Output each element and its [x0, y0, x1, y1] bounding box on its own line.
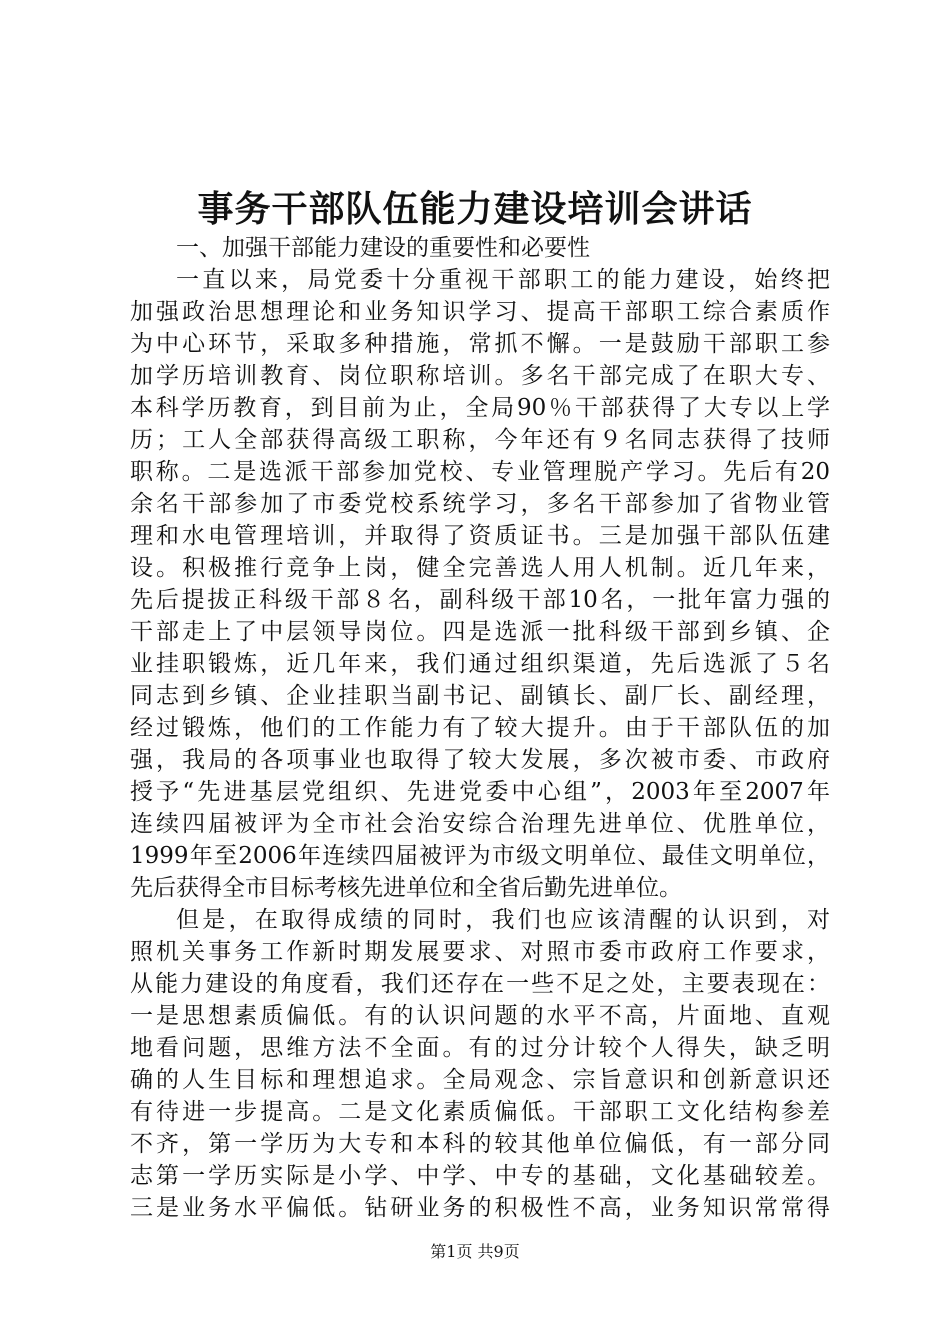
paragraph-line: 先后提拔正科级干部８名，副科级干部10名，一批年富力强的 [130, 587, 830, 613]
section-heading: 一、加强干部能力建设的重要性和必要性 [176, 235, 590, 261]
paragraph-line: 经过锻炼，他们的工作能力有了较大提升。由于干部队伍的加 [130, 715, 830, 741]
paragraph-line: 有待进一步提高。二是文化素质偏低。干部职工文化结构参差 [130, 1099, 830, 1125]
paragraph-line: 先后获得全市目标考核先进单位和全省后勤先进单位。 [130, 875, 682, 901]
paragraph-line: 从能力建设的角度看，我们还存在一些不足之处，主要表现在： [130, 971, 830, 997]
paragraph-line: 历；工人全部获得高级工职称，今年还有９名同志获得了技师 [130, 427, 830, 453]
paragraph-line: 业挂职锻炼，近几年来，我们通过组织渠道，先后选派了５名 [130, 651, 830, 677]
paragraph-line: 照机关事务工作新时期发展要求、对照市委市政府工作要求， [130, 939, 830, 965]
page-number: 第1页 共9页 [430, 1242, 520, 1261]
paragraph-line: 强，我局的各项事业也取得了较大发展，多次被市委、市政府 [130, 747, 830, 773]
document-title: 事务干部队伍能力建设培训会讲话 [197, 188, 753, 230]
paragraph-line: 三是业务水平偏低。钻研业务的积极性不高，业务知识常常得 [130, 1195, 830, 1221]
paragraph-line: 设。积极推行竞争上岗，健全完善选人用人机制。近几年来， [130, 555, 830, 581]
paragraph-line: 授予“先进基层党组织、先进党委中心组”，2003年至2007年 [130, 779, 830, 805]
paragraph-line: 同志到乡镇、企业挂职当副书记、副镇长、副厂长、副经理， [130, 683, 830, 709]
paragraph-line: 为中心环节，采取多种措施，常抓不懈。一是鼓励干部职工参 [130, 331, 830, 357]
paragraph-line: 加学历培训教育、岗位职称培训。多名干部完成了在职大专、 [130, 363, 830, 389]
paragraph-line: 余名干部参加了市委党校系统学习，多名干部参加了省物业管 [130, 491, 830, 517]
paragraph-line: 连续四届被评为全市社会治安综合治理先进单位、优胜单位， [130, 811, 830, 837]
paragraph-line: 不齐，第一学历为大专和本科的较其他单位偏低，有一部分同 [130, 1131, 830, 1157]
paragraph-line: 一是思想素质偏低。有的认识问题的水平不高，片面地、直观 [130, 1003, 830, 1029]
paragraph-line: 加强政治思想理论和业务知识学习、提高干部职工综合素质作 [130, 299, 830, 325]
document-body [130, 232, 830, 1224]
paragraph-line: 本科学历教育，到目前为止，全局90％干部获得了大专以上学 [130, 395, 830, 421]
paragraph-line: 志第一学历实际是小学、中学、中专的基础，文化基础较差。 [130, 1163, 830, 1189]
paragraph-line: 但是，在取得成绩的同时，我们也应该清醒的认识到，对 [176, 907, 830, 933]
paragraph-line: 职称。二是选派干部参加党校、专业管理脱产学习。先后有20 [130, 459, 830, 485]
paragraph-line: 确的人生目标和理想追求。全局观念、宗旨意识和创新意识还 [130, 1067, 830, 1093]
paragraph-line: 理和水电管理培训，并取得了资质证书。三是加强干部队伍建 [130, 523, 830, 549]
paragraph-line: 一直以来，局党委十分重视干部职工的能力建设，始终把 [176, 267, 830, 293]
paragraph-line: 干部走上了中层领导岗位。四是选派一批科级干部到乡镇、企 [130, 619, 830, 645]
paragraph-line: 1999年至2006年连续四届被评为市级文明单位、最佳文明单位， [130, 843, 830, 869]
paragraph-line: 地看问题，思维方法不全面。有的过分计较个人得失，缺乏明 [130, 1035, 830, 1061]
